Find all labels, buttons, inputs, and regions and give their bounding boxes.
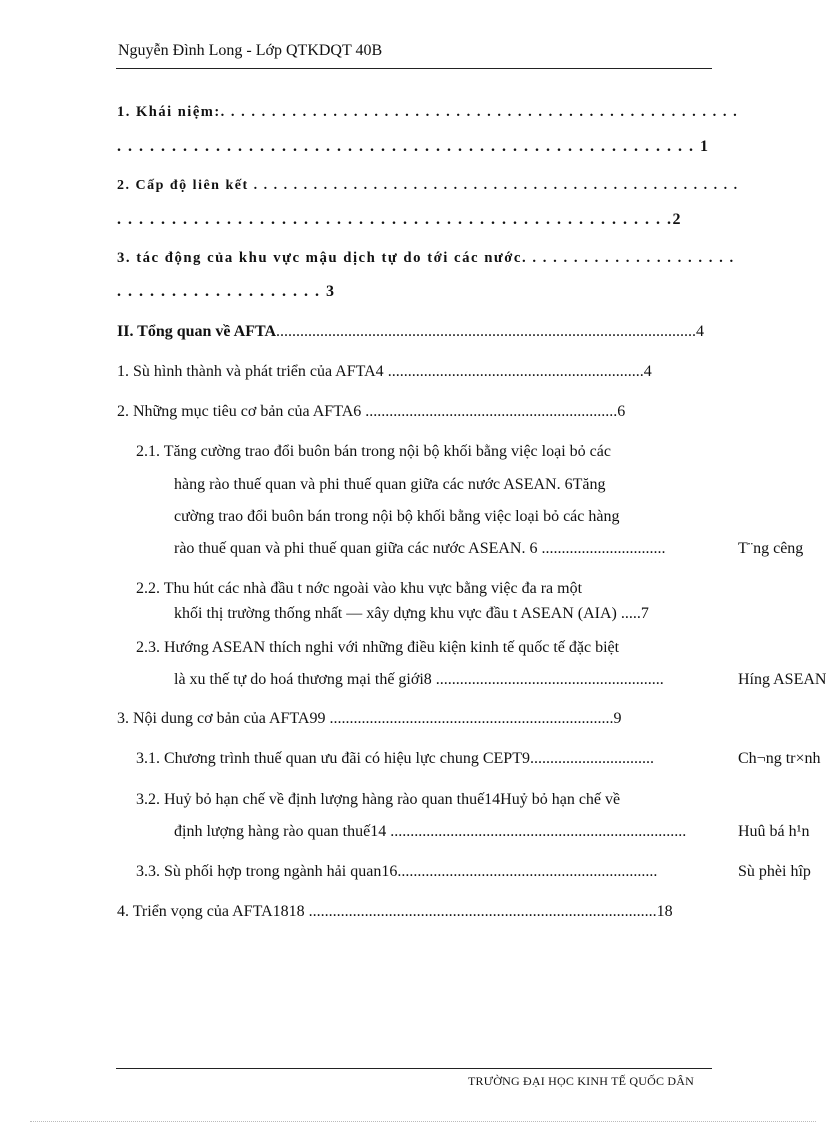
footer-text: TRƯỜNG ĐẠI HỌC KINH TẾ QUỐC DÂN: [468, 1074, 694, 1088]
toc-entry-4-title: II. Tổng quan về AFTA: [117, 323, 277, 340]
toc-entry-14[interactable]: [117, 903, 673, 921]
toc-entry-12-overflow: Huû bá h¹n: [738, 823, 810, 840]
footer-rule: [116, 1068, 712, 1069]
toc-entry-6[interactable]: [117, 403, 625, 421]
toc-entry-14-title: 4. Triển vọng của AFTA1818: [117, 903, 309, 920]
toc-entry-4-page: .........................................................................................................4: [276, 323, 705, 340]
toc-entry-5[interactable]: [117, 363, 652, 381]
page-edge-divider: [30, 1121, 816, 1122]
toc-entry-13-overflow: Sù phèi hîp: [738, 863, 811, 880]
toc-entry-7-overflow: T¨ng cêng: [738, 540, 804, 557]
toc-entry-3-line2[interactable]: . . . . . . . . . . . . . . . . . . . 3: [117, 283, 336, 300]
toc-entry-8-line1[interactable]: 2.2. Thu hút các nhà đầu t nớc ngoài vào khu vực bằng việc đa ra một: [136, 580, 583, 597]
toc-entry-4[interactable]: [117, 323, 704, 341]
toc-entry-1-line1[interactable]: 1. Khái niệm:. . . . . . . . . . . . . . . . . . . . . . . . . . . . . . . . . . . . . . . . . . . . . . . . . . .: [117, 104, 739, 120]
toc-entry-11-leader: ...............................: [529, 750, 654, 767]
toc-entry-5-title: 1. Sù hình thành và phát triển của AFTA4: [117, 363, 388, 380]
toc-entry-6-title: 2. Những mục tiêu cơ bản của AFTA6: [117, 403, 366, 420]
toc-entry-9-overflow: Híng ASEAN: [738, 671, 826, 688]
toc-entry-1-line2[interactable]: . . . . . . . . . . . . . . . . . . . . . . . . . . . . . . . . . . . . . . . . . . . . . . . . . . . . . 1: [117, 138, 710, 155]
toc-entry-8-line2[interactable]: khối thị trường thống nhất — xây dựng khu vực đầu t ASEAN (AIA) .....7: [174, 605, 649, 622]
toc-entry-2-line2[interactable]: . . . . . . . . . . . . . . . . . . . . . . . . . . . . . . . . . . . . . . . . . . . . . . . . . . .2: [117, 211, 682, 228]
header-text: Nguyễn Đình Long - Lớp QTKDQT 40B: [118, 42, 383, 59]
toc-entry-7-line2[interactable]: hàng rào thuế quan và phi thuế quan giữa các nước ASEAN. 6Tăng: [174, 476, 606, 493]
toc-entry-10-page: .......................................................................9: [329, 710, 622, 727]
toc-entry-7-line4[interactable]: rào thuế quan và phi thuế quan giữa các nước ASEAN. 6 ...............................: [174, 540, 666, 557]
toc-entry-13[interactable]: [136, 863, 657, 881]
toc-entry-12-line1[interactable]: 3.2. Huỷ bỏ hạn chế về định lượng hàng rào quan thuế14Huỷ bỏ hạn chế về: [136, 791, 621, 808]
toc-entry-10[interactable]: [117, 710, 621, 728]
toc-entry-11-overflow: Ch¬ng tr×nh: [738, 750, 821, 767]
toc-entry-6-page: ...............................................................6: [365, 403, 626, 420]
header-rule: [116, 68, 712, 69]
toc-entry-9-line2[interactable]: là xu thế tự do hoá thương mại thế giới8 .........................................................: [174, 671, 664, 688]
toc-entry-12-line2[interactable]: định lượng hàng rào quan thuế14 ..........................................................................: [174, 823, 687, 840]
toc-entry-10-title: 3. Nội dung cơ bản của AFTA99: [117, 710, 330, 727]
toc-entry-13-title: 3.3. Sù phối hợp trong ngành hải quan16: [136, 863, 398, 880]
toc-entry-14-page: .......................................................................................18: [308, 903, 673, 920]
toc-entry-2-line1[interactable]: 2. Cấp độ liên kết . . . . . . . . . . . . . . . . . . . . . . . . . . . . . . . . . . . . . . . . . . . . . . . . .: [117, 178, 739, 193]
toc-entry-13-leader: .................................................................: [397, 863, 658, 880]
toc-entry-9-line1[interactable]: 2.3. Hướng ASEAN thích nghi với những điều kiện kinh tế quốc tế đặc biệt: [136, 639, 620, 656]
toc-entry-5-page: ................................................................4: [387, 363, 652, 380]
toc-entry-11[interactable]: [136, 750, 654, 768]
toc-entry-11-title: 3.1. Chương trình thuế quan ưu đãi có hiệu lực chung CEPT9: [136, 750, 530, 767]
toc-entry-7-line1[interactable]: 2.1. Tăng cường trao đổi buôn bán trong nội bộ khối bằng việc loại bỏ các: [136, 443, 611, 460]
toc-entry-7-line3[interactable]: cường trao đổi buôn bán trong nội bộ khối bằng việc loại bỏ các hàng: [174, 508, 620, 525]
toc-entry-3-line1[interactable]: 3. tác động của khu vực mậu dịch tự do tới các nước. . . . . . . . . . . . . . . . . . . . .: [117, 250, 735, 266]
